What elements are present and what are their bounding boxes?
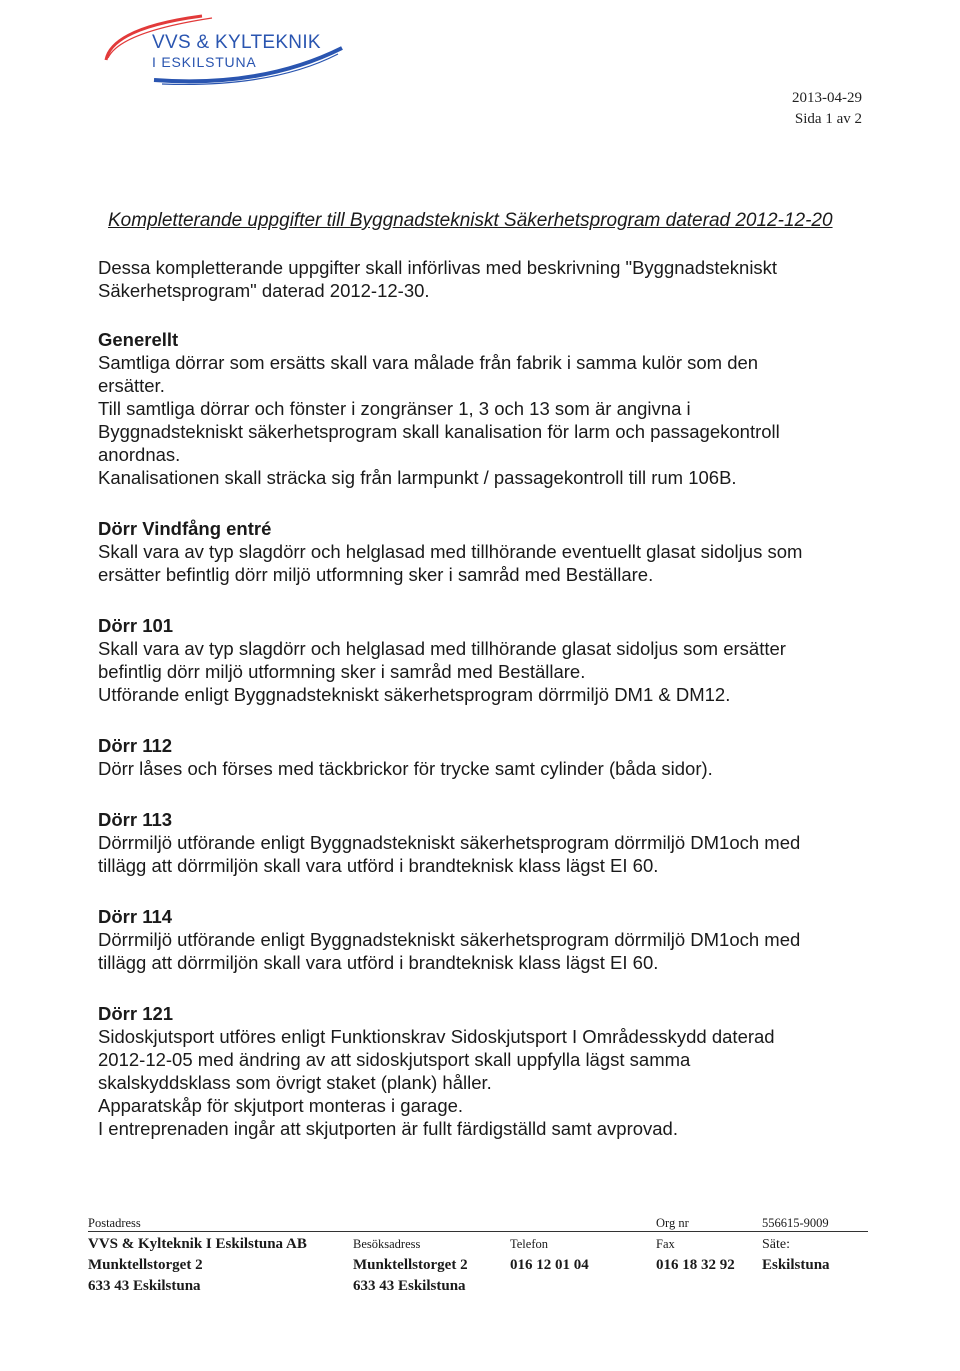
section-dorr-113 — [98, 808, 878, 877]
post-street: Munktellstorget 2 — [88, 1257, 203, 1273]
section-line: tillägg att dörrmiljön skall vara utförd i brandteknisk klass lägst EI 60. — [98, 855, 659, 876]
besoksadress-label: Besöksadress — [353, 1237, 421, 1251]
section-heading: Dörr 113 — [98, 809, 173, 830]
section-heading: Dörr 112 — [98, 735, 173, 756]
section-line: Dörrmiljö utförande enligt Byggnadstekniskt säkerhetsprogram dörrmiljö DM1och med — [98, 929, 801, 950]
logo-line-1: VVS & KYLTEKNIK — [152, 32, 321, 53]
logo-line-2: I ESKILSTUNA — [152, 54, 257, 70]
section-dorr-101 — [98, 614, 878, 706]
telefon-label: Telefon — [510, 1237, 548, 1251]
besok-city: 633 43 Eskilstuna — [353, 1278, 466, 1294]
section-line: ersätter. — [98, 375, 165, 396]
section-generellt — [98, 328, 878, 489]
section-dorr-112 — [98, 734, 878, 780]
section-heading: Dörr 121 — [98, 1003, 174, 1024]
section-line: I entreprenaden ingår att skjutporten är fullt färdigställd samt avprovad. — [98, 1118, 678, 1139]
section-line: Till samtliga dörrar och fönster i zongränser 1, 3 och 13 som är angivna i — [98, 398, 691, 419]
section-line: Utförande enligt Byggnadstekniskt säkerhetsprogram dörrmiljö DM1 & DM12. — [98, 684, 731, 705]
section-line: skalskyddsklass som övrigt staket (plank) håller. — [98, 1072, 492, 1093]
section-line: Kanalisationen skall sträcka sig från larmpunkt / passagekontroll till rum 106B. — [98, 467, 737, 488]
section-line: Skall vara av typ slagdörr och helglasad med tillhörande eventuellt glasat sidoljus som — [98, 541, 803, 562]
intro-line: Säkerhetsprogram" daterad 2012-12-30. — [98, 280, 430, 301]
post-city: 633 43 Eskilstuna — [88, 1278, 201, 1294]
section-line: Skall vara av typ slagdörr och helglasad med tillhörande glasat sidoljus som ersätter — [98, 638, 786, 659]
document-date: 2013-04-29 — [792, 90, 862, 106]
telefon-number: 016 12 01 04 — [510, 1257, 589, 1273]
document-meta — [792, 88, 862, 130]
orgnr-label: Org nr — [656, 1216, 689, 1230]
sate-value: Eskilstuna — [762, 1257, 830, 1273]
fax-label: Fax — [656, 1237, 675, 1251]
section-line: Samtliga dörrar som ersätts skall vara målade från fabrik i samma kulör som den — [98, 352, 759, 373]
section-line: anordnas. — [98, 444, 181, 465]
section-line: 2012-12-05 med ändring av att sidoskjutsport skall uppfylla lägst samma — [98, 1049, 691, 1070]
postadress-label: Postadress — [88, 1216, 141, 1230]
section-dorr-121 — [98, 1002, 878, 1140]
section-dorr-vindfang — [98, 517, 878, 586]
footer-postal-address — [88, 1213, 307, 1297]
section-heading: Dörr 101 — [98, 615, 174, 636]
orgnr-value: 556615-9009 — [762, 1216, 829, 1230]
section-heading: Generellt — [98, 329, 179, 350]
intro-section — [98, 256, 878, 302]
fax-number: 016 18 32 92 — [656, 1257, 735, 1273]
company-name: VVS & Kylteknik I Eskilstuna AB — [88, 1236, 307, 1252]
section-line: Dörrmiljö utförande enligt Byggnadstekniskt säkerhetsprogram dörrmiljö DM1och med — [98, 832, 801, 853]
sate-label: Säte: — [762, 1237, 790, 1252]
section-heading: Dörr 114 — [98, 906, 173, 927]
document-title: Kompletterande uppgifter till Byggnadstekniskt Säkerhetsprogram daterad 2012-12-20 — [108, 210, 833, 231]
company-logo — [92, 8, 352, 90]
footer-orgnr-seat — [762, 1213, 830, 1276]
section-line: Dörr låses och förses med täckbrickor för trycke samt cylinder (båda sidor). — [98, 758, 713, 779]
document-body — [98, 256, 878, 1168]
footer-phone — [510, 1234, 589, 1276]
section-line: Byggnadstekniskt säkerhetsprogram skall kanalisation för larm och passagekontroll — [98, 421, 780, 442]
page-number: Sida 1 av 2 — [794, 111, 862, 127]
section-heading: Dörr Vindfång entré — [98, 518, 272, 539]
besok-street: Munktellstorget 2 — [353, 1257, 468, 1273]
section-line: tillägg att dörrmiljön skall vara utförd i brandteknisk klass lägst EI 60. — [98, 952, 659, 973]
section-line: Sidoskjutsport utföres enligt Funktionskrav Sidoskjutsport I Områdesskydd daterad — [98, 1026, 775, 1047]
footer-org-fax — [656, 1213, 735, 1276]
section-line: Apparatskåp för skjutport monteras i garage. — [98, 1095, 464, 1116]
section-line: befintlig dörr miljö utformning sker i samråd med Beställare. — [98, 661, 586, 682]
footer-visiting-address — [353, 1234, 468, 1297]
section-dorr-114 — [98, 905, 878, 974]
intro-line: Dessa kompletterande uppgifter skall införlivas med beskrivning "Byggnadstekniskt — [98, 257, 778, 278]
section-line: ersätter befintlig dörr miljö utformning sker i samråd med Beställare. — [98, 564, 654, 585]
